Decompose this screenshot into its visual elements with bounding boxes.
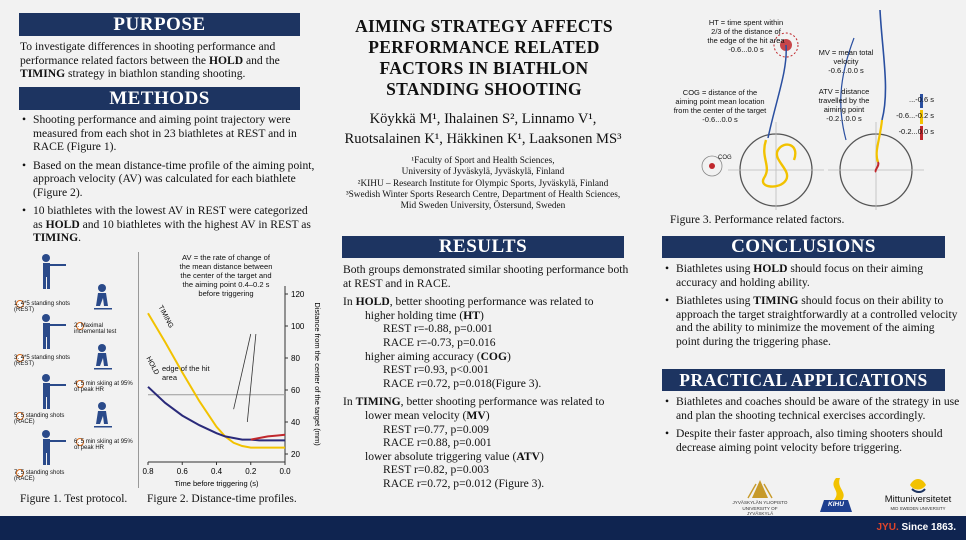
timing-series-label: TIMING: [156, 304, 175, 330]
av-note: AV = the rate of change of the mean distance between the center of the target and the aiming point 0.4–0.2 s before triggering: [179, 253, 273, 298]
ht-note: HT = time spent within 2/3 of the distance of the edge of the hit area -0.6...0.0 s: [707, 18, 785, 54]
jyu-logo: JYVÄSKYLÄN YLIOPISTO UNIVERSITY OF JYVÄSKYLÄ: [730, 478, 790, 514]
legend-item: ...-0.6 s: [908, 95, 934, 104]
x-tick-label: 0.0: [279, 467, 291, 476]
poster-title: AIMING STRATEGY AFFECTS PERFORMANCE RELATED FACTORS IN BIATHLON STANDING SHOOTING: [355, 16, 613, 99]
hold-series-label: HOLD: [144, 355, 160, 377]
mv-note: MV = mean total velocity -0.6...0.0 s: [818, 48, 874, 75]
av-pointer: [234, 334, 251, 409]
x-tick-label: 0.4: [210, 467, 223, 476]
purpose-text: To investigate differences in shooting performance and performance related factors between the HOLD and the TIMING strategy in biathlon standing shooting.: [20, 40, 280, 80]
y-tick-label: 60: [291, 386, 300, 395]
methods-heading: METHODS: [19, 87, 300, 110]
practical-heading: PRACTICAL APPLICATIONS: [662, 369, 945, 391]
y-tick-label: 40: [291, 418, 300, 427]
x-tick-label: 0.6: [176, 467, 188, 476]
shooter-icon: [42, 430, 66, 465]
results-text: Both groups demonstrated similar shooting performance both at REST and in RACE. In HOLD, better shooting performance was related to higher holding time (HT) REST r=-0.88, p=0.001 RACE r=-0.73, p=0.016 higher aiming accuracy (COG) REST r=0.93, p<0.001 RACE r=0.72, p=0.018(Figure 3). In TIMING, better shooting performance was related to lower mean velocity (MV) REST r=0.77, p=0.009 RACE r=0.88, p=0.001 lower absolute triggering value (ATV) REST r=0.82, p=0.003 RACE r=0.72, p=0.012 (Figure 3).: [343, 263, 629, 490]
shooter-icon: [42, 254, 66, 289]
practical-list: [662, 395, 961, 459]
av-pointer: [247, 334, 256, 422]
kihu-flame-icon: [808, 474, 864, 514]
methods-bullet-3: • 10 biathletes with the lowest AV in REST were categorized as HOLD and 10 biathletes with the highest AV in REST as TIMING.: [33, 204, 315, 245]
x-tick-label: 0.8: [142, 467, 154, 476]
edge-label: edge of the hit area: [162, 364, 210, 382]
affiliations: ¹Faculty of Sport and Health Sciences, University of Jyväskylä, Jyväskylä, Finland ²KIHU – Research Institute for Olympic Sports, Jyväskylä, Finland ³Swedish Winter Sports Research Centre, Department of Health Sciences, Mid Sweden University, Östersund, Sweden: [345, 156, 621, 212]
y-tick-label: 120: [291, 290, 305, 299]
series-line-final: [251, 435, 285, 440]
figure2-caption: Figure 2. Distance-time profiles.: [147, 493, 297, 505]
figure3-caption: Figure 3. Performance related factors.: [670, 214, 845, 226]
conclusions-heading: CONCLUSIONS: [662, 236, 945, 258]
conclusion-bullet-1: • Biathletes using HOLD should focus on their aiming accuracy and holding ability.: [676, 262, 961, 289]
x-tick-label: 0.2: [245, 467, 257, 476]
results-heading: RESULTS: [342, 236, 624, 258]
skier-icon: [94, 402, 112, 428]
protocol-step-1: 1. 4*5 standing shots (REST): [14, 301, 71, 313]
miun-logo: Mittuniversitetet MID SWEDEN UNIVERSITY: [876, 475, 960, 513]
figure3-legend: [888, 92, 934, 140]
figure-divider: [138, 252, 139, 488]
footer-text: JYU. Since 1863.: [876, 522, 956, 533]
y-tick-label: 100: [291, 322, 305, 331]
miun-crest-icon: [908, 475, 928, 495]
methods-list: [19, 113, 315, 250]
shooter-icon: [42, 374, 66, 409]
y-tick-label: 20: [291, 450, 300, 459]
skier-icon: [94, 284, 112, 310]
conclusion-bullet-2: • Biathletes using TIMING should focus on their ability to approach the target straightforwardly at a controlled velocity and the ability to minimize the movement of the aiming point during the triggering phase.: [676, 294, 961, 348]
practical-bullet-1: • Biathletes and coaches should be aware of the strategy in use and plan the shooting technical exercises accordingly.: [676, 395, 961, 422]
figure1-caption: Figure 1. Test protocol.: [20, 493, 128, 505]
purpose-heading: PURPOSE: [19, 13, 300, 36]
protocol-step-2: 2. Maximal incremental test: [74, 323, 117, 335]
cog-note: COG = distance of the aiming point mean location from the center of the target -0.6...0.0 s: [673, 88, 767, 124]
authors: Köykkä M¹, Ihalainen S², Linnamo V¹, Ruotsalainen K¹, Häkkinen K¹, Laaksonen MS³: [344, 111, 622, 147]
x-axis-label: Time before triggering (s): [174, 479, 259, 488]
protocol-step-3: 3. 4*5 standing shots (REST): [14, 355, 71, 367]
legend-item: -0.6...-0.2 s: [896, 111, 934, 120]
figure1-figures: [12, 250, 137, 490]
jyu-emblem-icon: [730, 478, 790, 500]
kihu-logo: KIHU: [808, 474, 864, 514]
practical-bullet-2: • Despite their faster approach, also timing shooters should decrease aiming point velocity before triggering.: [676, 427, 961, 454]
methods-bullet-1: • Shooting performance and aiming point trajectory were measured from each shot in 23 biathletes at REST and in RACE (Figure 1).: [33, 113, 315, 154]
y-tick-label: 80: [291, 354, 300, 363]
protocol-step-5: 5. 5 standing shots (RACE): [14, 413, 65, 425]
atv-note: ATV = distance travelled by the aiming point -0.2...0.0 s: [818, 87, 870, 123]
protocol-step-4: 4. 5 min skiing at 95% of peak HR: [74, 381, 133, 393]
footer-bar: [0, 516, 966, 540]
figure1-protocol: [12, 250, 137, 490]
skier-icon: [94, 344, 112, 370]
shooter-icon: [42, 314, 66, 349]
cog-tag: COG: [718, 155, 732, 161]
legend-item: -0.2...0.0 s: [898, 127, 934, 136]
y-axis-label: Distance from the center of the target (mm): [313, 302, 322, 446]
conclusions-list: [662, 262, 961, 353]
protocol-step-6: 6. 5 min skiing at 95% of peak HR: [74, 439, 133, 451]
protocol-step-7: 7. 5 standing shots (RACE): [14, 470, 65, 482]
methods-bullet-2: • Based on the mean distance-time profile of the aiming point, approach velocity (AV) was calculated for each biathlete (Figure 2).: [33, 159, 315, 200]
